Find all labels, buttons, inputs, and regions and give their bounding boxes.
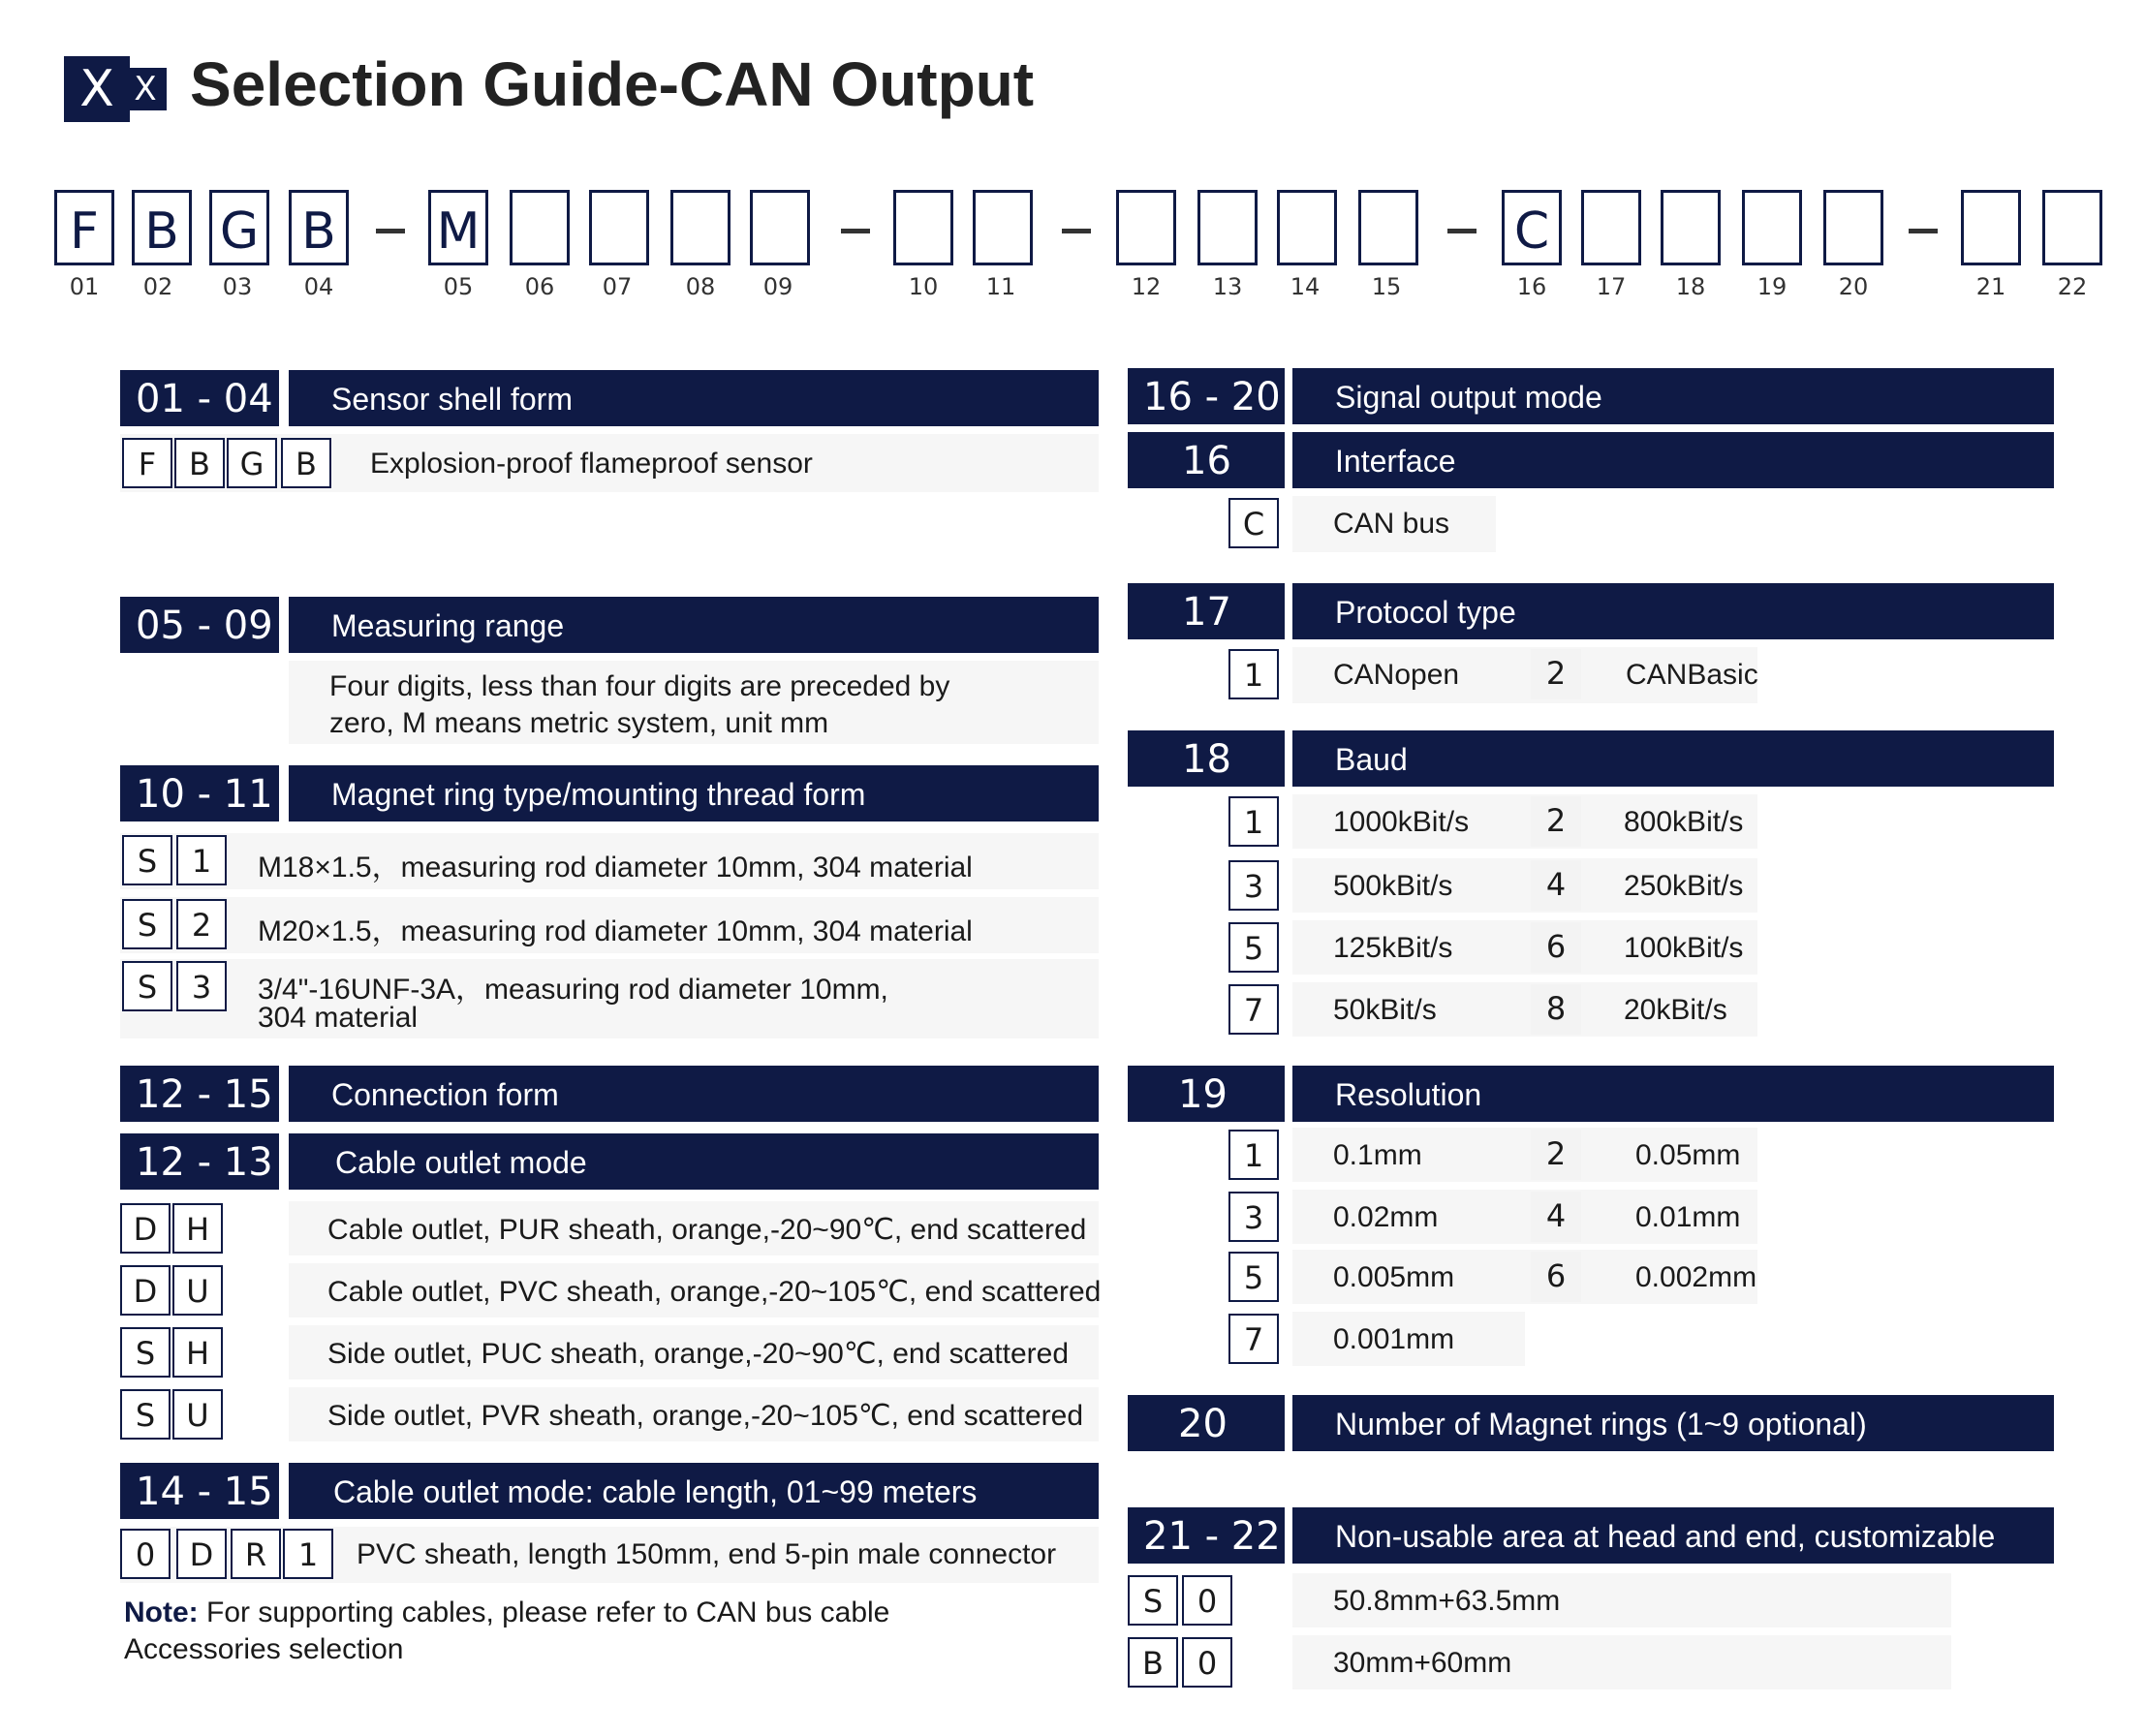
page-title: Selection Guide-CAN Output	[190, 49, 1035, 119]
baud-option: 500kBit/s	[1333, 870, 1453, 902]
cable-outlet-desc: Cable outlet, PUR sheath, orange,-20~90℃, end scattered	[327, 1214, 1087, 1246]
baud-option: 250kBit/s	[1624, 870, 1744, 902]
code-cell: 2	[1531, 649, 1581, 699]
code-num-13: 13	[1212, 273, 1243, 300]
section-title-cable-outlet: Cable outlet mode	[289, 1133, 1099, 1190]
code-cell: B	[174, 438, 225, 488]
code-dash	[376, 229, 405, 233]
section-num-10-11: 10 - 11	[120, 765, 279, 822]
section-title-sensor-shell: Sensor shell form	[289, 370, 1099, 426]
code-cell: 0	[1182, 1637, 1232, 1688]
resolution-option: 0.02mm	[1333, 1201, 1439, 1233]
code-box-21	[1961, 190, 2021, 265]
logo-small-x: X	[124, 68, 167, 110]
code-cell: C	[1228, 498, 1279, 548]
code-num-03: 03	[222, 273, 253, 300]
section-num-21-22: 21 - 22	[1128, 1507, 1285, 1564]
baud-option: 125kBit/s	[1333, 932, 1453, 964]
code-num-04: 04	[303, 273, 334, 300]
code-cell: S	[120, 1327, 171, 1378]
code-cell: 2	[176, 899, 227, 949]
sensor-shell-desc: Explosion-proof flameproof sensor	[370, 448, 813, 480]
code-cell: F	[122, 438, 172, 488]
code-box-09	[750, 190, 810, 265]
code-num-17: 17	[1596, 273, 1627, 300]
section-num-12-15: 12 - 15	[120, 1066, 279, 1122]
resolution-option: 0.01mm	[1635, 1201, 1741, 1233]
code-num-07: 07	[602, 273, 633, 300]
code-cell: U	[172, 1265, 223, 1316]
code-cell: 2	[1531, 796, 1581, 847]
section-title-signal-output: Signal output mode	[1292, 368, 2054, 424]
code-cell: D	[120, 1203, 171, 1254]
code-cell: 1	[283, 1529, 333, 1579]
code-box-06	[510, 190, 570, 265]
code-box-03: G	[209, 190, 269, 265]
code-cell: 7	[1228, 1314, 1279, 1364]
resolution-option: 0.001mm	[1333, 1323, 1455, 1355]
code-box-01: F	[54, 190, 114, 265]
resolution-option: 0.005mm	[1333, 1261, 1455, 1293]
code-box-05: M	[428, 190, 488, 265]
code-num-09: 09	[762, 273, 793, 300]
code-cell: S	[1128, 1575, 1178, 1626]
section-title-measuring-range: Measuring range	[289, 597, 1099, 653]
code-dash	[1062, 229, 1091, 233]
code-box-16: C	[1502, 190, 1562, 265]
section-title-connection-form: Connection form	[289, 1066, 1099, 1122]
code-cell: 1	[1228, 649, 1279, 699]
code-box-07	[589, 190, 649, 265]
section-num-16-20: 16 - 20	[1128, 368, 1285, 424]
code-cell: 5	[1228, 1252, 1279, 1302]
code-cell: 0	[120, 1529, 171, 1579]
section-num-16: 16	[1128, 432, 1285, 488]
code-cell: 1	[176, 835, 227, 885]
code-cell: 5	[1228, 922, 1279, 973]
code-num-21: 21	[1975, 273, 2006, 300]
code-cell: D	[120, 1265, 171, 1316]
protocol-option: CANopen	[1333, 659, 1460, 691]
baud-option: 20kBit/s	[1624, 994, 1727, 1026]
code-cell: S	[122, 899, 172, 949]
section-title-protocol-type: Protocol type	[1292, 583, 2054, 639]
code-box-04: B	[289, 190, 349, 265]
code-num-22: 22	[2057, 273, 2088, 300]
magnet-ring-desc-line2: 304 material	[258, 1002, 419, 1034]
section-title-magnet-ring: Magnet ring type/mounting thread form	[289, 765, 1099, 822]
section-num-05-09: 05 - 09	[120, 597, 279, 653]
code-box-15	[1358, 190, 1418, 265]
code-dash	[1909, 229, 1938, 233]
code-cell: S	[120, 1389, 171, 1440]
code-cell: 3	[176, 961, 227, 1011]
code-num-20: 20	[1838, 273, 1869, 300]
code-box-11	[973, 190, 1033, 265]
code-box-20	[1823, 190, 1883, 265]
code-cell: S	[122, 835, 172, 885]
code-box-18	[1661, 190, 1721, 265]
section-title-non-usable-area: Non-usable area at head and end, customizable	[1292, 1507, 2054, 1564]
section-num-12-13: 12 - 13	[120, 1133, 279, 1190]
code-cell: 4	[1531, 860, 1581, 911]
logo-big-x: X	[64, 56, 130, 122]
protocol-option: CANBasic	[1626, 659, 1758, 691]
resolution-option: 0.05mm	[1635, 1139, 1741, 1171]
code-dash	[841, 229, 870, 233]
code-cell: 4	[1531, 1192, 1581, 1242]
code-cell: B	[1128, 1637, 1178, 1688]
code-box-10	[893, 190, 953, 265]
code-cell: H	[172, 1203, 223, 1254]
code-cell: B	[281, 438, 331, 488]
measuring-range-desc-line1: Four digits, less than four digits are preceded by	[329, 670, 950, 702]
code-num-05: 05	[443, 273, 474, 300]
magnet-ring-desc: M18×1.5，measuring rod diameter 10mm, 304 material	[258, 852, 973, 884]
code-cell: 1	[1228, 1130, 1279, 1180]
code-box-13	[1197, 190, 1258, 265]
code-cell: H	[172, 1327, 223, 1378]
code-box-08	[670, 190, 731, 265]
code-cell: 0	[1182, 1575, 1232, 1626]
section-title-interface: Interface	[1292, 432, 2054, 488]
note-label: Note:	[124, 1596, 199, 1628]
resolution-option: 0.002mm	[1635, 1261, 1757, 1293]
code-cell: 6	[1531, 1252, 1581, 1302]
section-num-18: 18	[1128, 730, 1285, 787]
section-num-01-04: 01 - 04	[120, 370, 279, 426]
section-title-cable-length: Cable outlet mode: cable length, 01~99 meters	[289, 1463, 1099, 1519]
code-num-19: 19	[1756, 273, 1788, 300]
code-cell: G	[227, 438, 277, 488]
code-box-22	[2042, 190, 2102, 265]
code-box-17	[1581, 190, 1641, 265]
section-num-19: 19	[1128, 1066, 1285, 1122]
code-num-16: 16	[1516, 273, 1547, 300]
section-title-baud: Baud	[1292, 730, 2054, 787]
note-text: For supporting cables, please refer to CAN bus cable	[198, 1596, 890, 1628]
code-num-12: 12	[1131, 273, 1162, 300]
baud-option: 800kBit/s	[1624, 806, 1744, 838]
code-cell: 7	[1228, 984, 1279, 1035]
section-title-magnet-rings: Number of Magnet rings (1~9 optional)	[1292, 1395, 2054, 1451]
non-usable-option: 50.8mm+63.5mm	[1333, 1585, 1561, 1617]
note-line1	[124, 1596, 889, 1629]
code-cell: 3	[1228, 860, 1279, 911]
code-num-18: 18	[1675, 273, 1706, 300]
code-cell: S	[122, 961, 172, 1011]
code-num-10: 10	[908, 273, 939, 300]
code-num-15: 15	[1371, 273, 1402, 300]
code-cell: U	[172, 1389, 223, 1440]
magnet-ring-desc-line1: 3/4"-16UNF-3A，measuring rod diameter 10mm,	[258, 974, 888, 1006]
code-num-14: 14	[1290, 273, 1321, 300]
section-num-20: 20	[1128, 1395, 1285, 1451]
code-cell: 6	[1531, 922, 1581, 973]
code-cell: D	[176, 1529, 227, 1579]
cable-outlet-desc: Side outlet, PUC sheath, orange,-20~90℃, end scattered	[327, 1338, 1069, 1370]
section-title-resolution: Resolution	[1292, 1066, 2054, 1122]
code-box-14	[1277, 190, 1337, 265]
code-num-11: 11	[985, 273, 1016, 300]
code-num-02: 02	[142, 273, 173, 300]
section-num-14-15: 14 - 15	[120, 1463, 279, 1519]
code-cell: 3	[1228, 1192, 1279, 1242]
cable-length-desc: PVC sheath, length 150mm, end 5-pin male connector	[357, 1538, 1057, 1570]
code-cell: 8	[1531, 984, 1581, 1035]
resolution-option: 0.1mm	[1333, 1139, 1422, 1171]
magnet-ring-desc: M20×1.5，measuring rod diameter 10mm, 304 material	[258, 915, 973, 947]
code-cell: R	[231, 1529, 281, 1579]
code-box-02: B	[132, 190, 192, 265]
code-num-06: 06	[524, 273, 555, 300]
code-box-19	[1742, 190, 1802, 265]
non-usable-option: 30mm+60mm	[1333, 1647, 1512, 1679]
baud-option: 50kBit/s	[1333, 994, 1437, 1026]
code-dash	[1447, 229, 1477, 233]
code-cell: 2	[1531, 1130, 1581, 1180]
note-line2: Accessories selection	[124, 1633, 404, 1665]
baud-option: 100kBit/s	[1624, 932, 1744, 964]
code-num-08: 08	[685, 273, 716, 300]
baud-option: 1000kBit/s	[1333, 806, 1470, 838]
cable-outlet-desc: Side outlet, PVR sheath, orange,-20~105℃, end scattered	[327, 1400, 1084, 1432]
code-box-12	[1116, 190, 1176, 265]
section-num-17: 17	[1128, 583, 1285, 639]
interface-desc: CAN bus	[1333, 508, 1450, 540]
code-num-01: 01	[69, 273, 100, 300]
cable-outlet-desc: Cable outlet, PVC sheath, orange,-20~105℃, end scattered	[327, 1276, 1102, 1308]
measuring-range-desc-line2: zero, M means metric system, unit mm	[329, 707, 829, 739]
code-cell: 1	[1228, 796, 1279, 847]
